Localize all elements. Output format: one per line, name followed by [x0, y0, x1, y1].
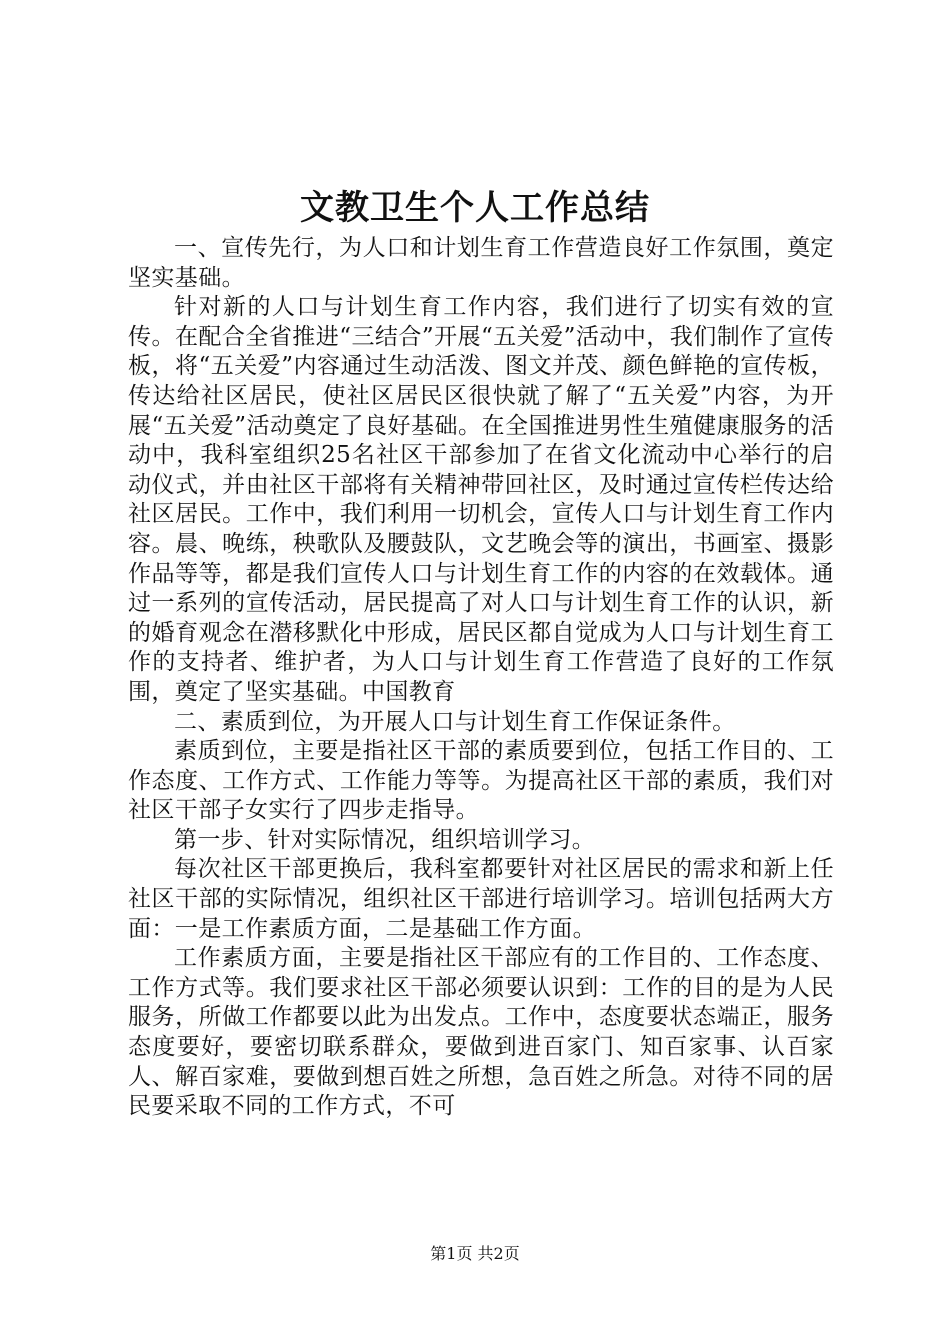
paragraph-1: 一、宣传先行，为人口和计划生育工作营造良好工作氛围，奠定坚实基础。: [128, 235, 834, 291]
paragraph-3: 二、素质到位，为开展人口与计划生育工作保证条件。: [174, 708, 736, 735]
document-title: 文教卫生个人工作总结: [300, 188, 650, 228]
paragraph-5: 第一步、针对实际情况，组织培训学习。: [174, 826, 596, 853]
paragraph-7: 工作素质方面，主要是指社区干部应有的工作目的、工作态度、工作方式等。我们要求社区干部必须要认识到：工作的目的是为人民服务，所做工作都要以此为出发点。工作中，态度要状态端正，服务态度要好，要密切联系群众，要做到进百家门、知百家事、认百家人、解百家难，要做到想百姓之所想，急百姓之所急。对待不同的居民要采取不同的工作方式，不可: [128, 945, 834, 1120]
paragraph-6: 每次社区干部更换后，我科室都要针对社区居民的需求和新上任社区干部的实际情况，组织社区干部进行培训学习。培训包括两大方面：一是工作素质方面，二是基础工作方面。: [128, 856, 834, 942]
page-number-footer: 第1页 共2页: [430, 1244, 520, 1263]
paragraph-4: 素质到位，主要是指社区干部的素质要到位，包括工作目的、工作态度、工作方式、工作能力等等。为提高社区干部的素质，我们对社区干部子女实行了四步走指导。: [128, 738, 834, 824]
document-body: [128, 234, 834, 1122]
paragraph-2: 针对新的人口与计划生育工作内容，我们进行了切实有效的宣传。在配合全省推进“三结合”开展“五关爱”活动中，我们制作了宣传板，将“五关爱”内容通过生动活泼、图文并茂、颜色鲜艳的宣传板，传达给社区居民，使社区居民区很快就了解了“五关爱”内容，为开展“五关爱”活动奠定了良好基础。在全国推进男性生殖健康服务的活动中，我科室组织25名社区干部参加了在省文化流动中心举行的启动仪式，并由社区干部将有关精神带回社区，及时通过宣传栏传达给社区居民。工作中，我们利用一切机会，宣传人口与计划生育工作内容。晨、晚练，秧歌队及腰鼓队，文艺晚会等的演出，书画室、摄影作品等等，都是我们宣传人口与计划生育工作的内容的在效载体。通过一系列的宣传活动，居民提高了对人口与计划生育工作的认识，新的婚育观念在潜移默化中形成，居民区都自觉成为人口与计划生育工作的支持者、维护者，为人口与计划生育工作营造了良好的工作氛围，奠定了坚实基础。中国教育: [128, 294, 834, 705]
